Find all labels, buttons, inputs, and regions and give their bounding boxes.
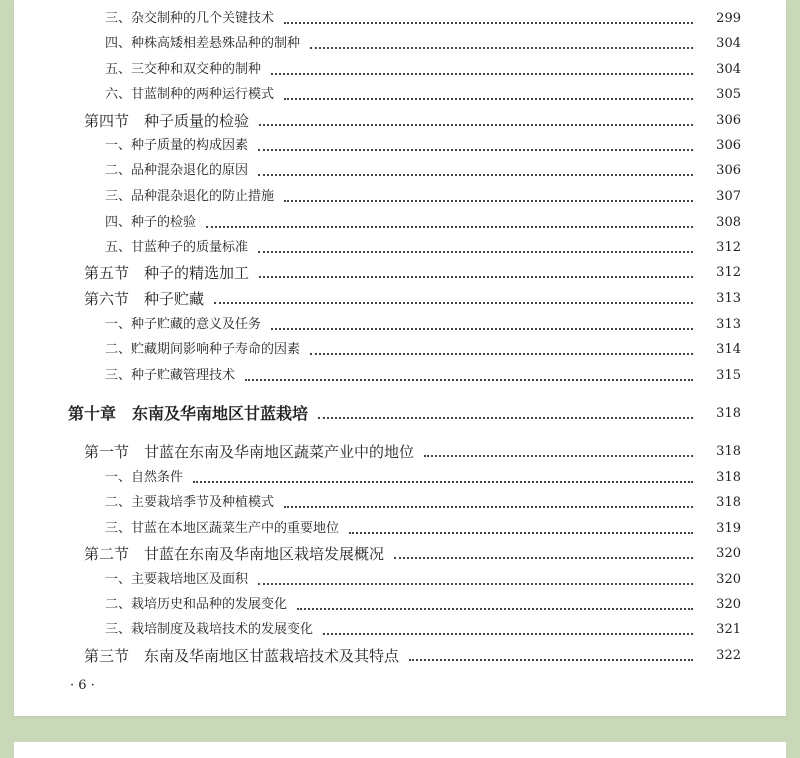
dot-leader (193, 481, 693, 483)
dot-leader (284, 200, 693, 202)
toc-page-number: 320 (716, 546, 741, 561)
dot-leader (394, 557, 693, 559)
dot-leader (297, 608, 693, 610)
dot-leader (258, 251, 693, 253)
toc-item (14, 156, 786, 181)
toc-item (14, 233, 786, 258)
dot-leader (323, 633, 693, 635)
toc-item (14, 182, 786, 207)
toc-label: 三、品种混杂退化的防止措施 (105, 189, 275, 204)
toc-page-number: 304 (716, 36, 741, 51)
toc-section (14, 284, 786, 309)
dot-leader (245, 379, 693, 381)
toc-label: 第一节 甘蓝在东南及华南地区蔬菜产业中的地位 (84, 443, 415, 461)
toc-label: 二、主要栽培季节及种植模式 (105, 495, 275, 510)
toc-label: 三、甘蓝在本地区蔬菜生产中的重要地位 (105, 521, 340, 536)
toc-page-number: 320 (716, 572, 741, 587)
toc-page-number: 312 (716, 240, 741, 255)
toc-page-number: 312 (716, 265, 741, 280)
dot-leader (310, 353, 693, 355)
dot-leader (284, 22, 693, 24)
dot-leader (258, 583, 693, 585)
dot-leader (259, 124, 693, 126)
dot-leader (310, 47, 693, 49)
toc-label: 第六节 种子贮藏 (84, 290, 205, 308)
toc-label: 三、种子贮藏管理技术 (105, 368, 236, 383)
toc-page-number: 318 (716, 406, 741, 421)
toc-label: 六、甘蓝制种的两种运行模式 (105, 87, 275, 102)
toc-item (14, 55, 786, 80)
toc-label: 一、种子贮藏的意义及任务 (105, 317, 262, 332)
toc-label: 五、甘蓝种子的质量标准 (105, 240, 249, 255)
toc-item (14, 310, 786, 335)
next-page-edge (14, 742, 786, 758)
toc-page-number: 318 (716, 470, 741, 485)
toc-section (14, 437, 786, 462)
toc-page-number: 320 (716, 597, 741, 612)
toc-item (14, 208, 786, 233)
toc-page-number: 322 (716, 648, 741, 663)
toc-section (14, 106, 786, 131)
dot-leader (284, 98, 693, 100)
toc-item (14, 565, 786, 590)
toc-label: 三、杂交制种的几个关键技术 (105, 11, 275, 26)
toc-label: 二、栽培历史和品种的发展变化 (105, 597, 288, 612)
toc-item (14, 615, 786, 640)
toc-page-number: 305 (716, 87, 741, 102)
toc-section (14, 539, 786, 564)
toc-label: 第四节 种子质量的检验 (84, 112, 250, 130)
toc-page-number: 306 (716, 163, 741, 178)
toc-label: 四、种株高矮相差悬殊品种的制种 (105, 36, 301, 51)
toc-page-number: 315 (716, 368, 741, 383)
toc-page-number: 319 (716, 521, 741, 536)
toc-item (14, 590, 786, 615)
dot-leader (424, 455, 693, 457)
toc-page-number: 304 (716, 62, 741, 77)
toc-label: 第五节 种子的精选加工 (84, 264, 250, 282)
dot-leader (409, 659, 693, 661)
dot-leader (206, 226, 693, 228)
dot-leader (271, 328, 693, 330)
dot-leader (214, 302, 693, 304)
toc-label: 一、种子质量的构成因素 (105, 138, 249, 153)
toc-label: 四、种子的检验 (105, 215, 197, 230)
toc-page-number: 314 (716, 342, 741, 357)
toc-label: 二、贮藏期间影响种子寿命的因素 (105, 342, 301, 357)
toc-item (14, 361, 786, 386)
toc-chapter (14, 399, 786, 424)
book-page (14, 0, 786, 716)
toc-page-number: 306 (716, 113, 741, 128)
toc-label: 二、品种混杂退化的原因 (105, 163, 249, 178)
toc-section (14, 258, 786, 283)
toc-label: 第三节 东南及华南地区甘蓝栽培技术及其特点 (84, 647, 400, 665)
dot-leader (284, 506, 693, 508)
toc-page-number: 313 (716, 317, 741, 332)
toc-label: 第二节 甘蓝在东南及华南地区栽培发展概况 (84, 545, 385, 563)
toc-item (14, 514, 786, 539)
toc-section (14, 641, 786, 666)
toc-item (14, 335, 786, 360)
toc-page-number: 313 (716, 291, 741, 306)
toc-label: 一、主要栽培地区及面积 (105, 572, 249, 587)
toc-page-number: 321 (716, 622, 741, 637)
toc-page-number: 307 (716, 189, 741, 204)
toc-page-number: 318 (716, 495, 741, 510)
dot-leader (259, 276, 693, 278)
toc-page-number: 299 (716, 11, 741, 26)
dot-leader (271, 73, 693, 75)
toc-item (14, 29, 786, 54)
dot-leader (318, 417, 693, 419)
toc-item (14, 463, 786, 488)
toc-item (14, 488, 786, 513)
toc-label: 五、三交种和双交种的制种 (105, 62, 262, 77)
toc-page-number: 308 (716, 215, 741, 230)
toc-label: 一、自然条件 (105, 470, 184, 485)
toc-item (14, 80, 786, 105)
dot-leader (258, 174, 693, 176)
page-folio: · 6 · (70, 678, 95, 693)
toc-label: 第十章 东南及华南地区甘蓝栽培 (68, 404, 309, 423)
toc-page-number: 318 (716, 444, 741, 459)
toc-page-number: 306 (716, 138, 741, 153)
toc-label: 三、栽培制度及栽培技术的发展变化 (105, 622, 314, 637)
toc-item (14, 4, 786, 29)
dot-leader (258, 149, 693, 151)
dot-leader (349, 532, 693, 534)
toc-item (14, 131, 786, 156)
